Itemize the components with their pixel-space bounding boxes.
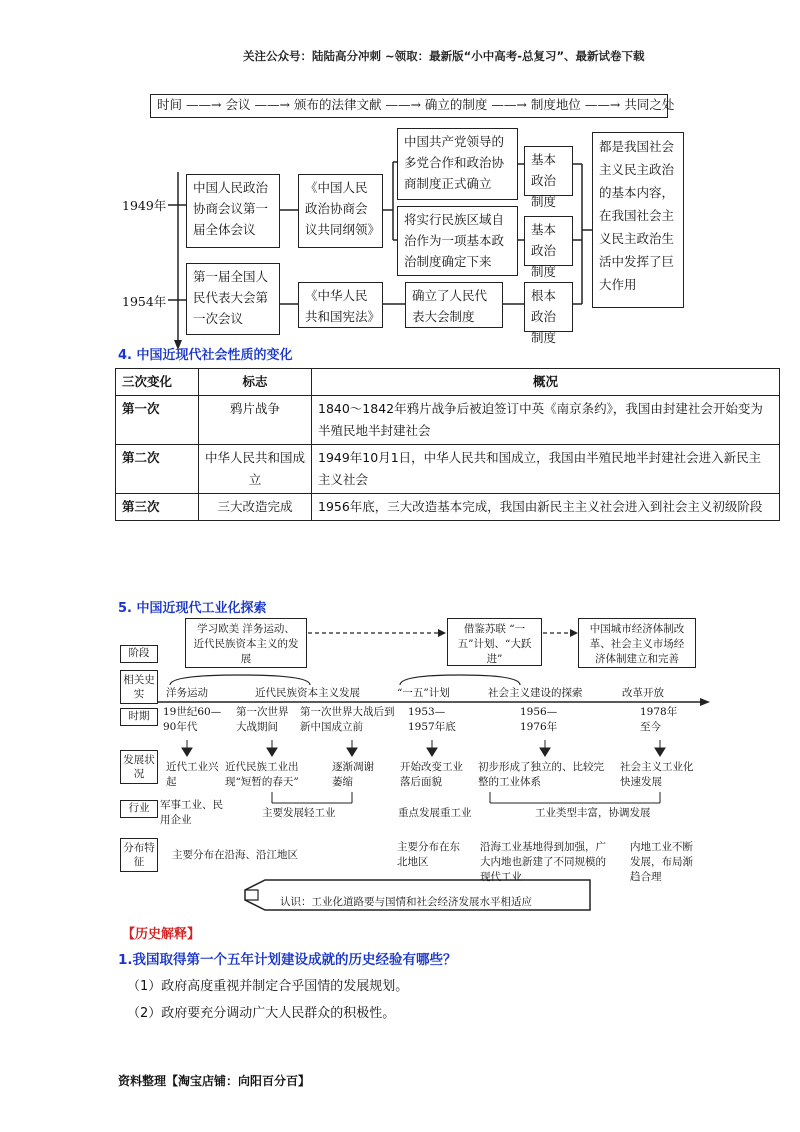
stage-soviet: 借鉴苏联 “一五”计划、“大跃进” (447, 618, 542, 666)
chain-system: 确立的制度 (424, 97, 488, 112)
distribution-northeast: 主要分布在东北地区 (397, 841, 460, 868)
stage-cell: 第三次 (116, 494, 199, 521)
stage-cell: 第二次 (116, 445, 199, 494)
status-basic-2: 基本政治制度 (524, 216, 573, 266)
answer-2: （2）政府要充分调动广大人民群众的积极性。 (127, 1006, 396, 1021)
stage-western: 学习欧美 洋务运动、近代民族资本主义的发展 (185, 618, 307, 668)
status-spring: 近代民族工业出现“短暂的春天” (225, 761, 299, 788)
period-1978: 1978年至今 (640, 706, 678, 733)
arrow-icon: ——→ (254, 97, 290, 112)
row-label-industry: 行业 (120, 800, 158, 818)
period-1953: 1953—1957年底 (408, 706, 456, 733)
meeting-1949: 中国人民政治协商会议第一届全体会议 (186, 174, 280, 248)
detail-cell: 1956年底，三大改造基本完成，我国由新民主主义社会进入到社会主义初级阶段 (312, 494, 780, 521)
chain-time: 时间 (157, 97, 183, 112)
table-header-cell: 三次变化 (116, 369, 199, 396)
mark-cell: 鸦片战争 (199, 396, 312, 445)
arrow-icon: ——→ (491, 97, 527, 112)
society-change-table (115, 368, 780, 521)
status-decline: 逐渐凋谢萎缩 (332, 761, 374, 788)
table-row (116, 494, 780, 521)
industry-light: 主要发展轻工业 (262, 807, 336, 819)
row-label-period: 时期 (120, 708, 158, 726)
status-rapid: 社会主义工业化快速发展 (620, 761, 694, 788)
chain-common: 共同之处 (624, 97, 675, 112)
system-npc: 确立了人民代表大会制度 (405, 282, 503, 328)
status-fundamental: 根本政治制度 (524, 282, 573, 332)
chain-meeting: 会议 (225, 97, 251, 112)
period-ww1: 第一次世界大战期间 (236, 706, 289, 733)
fact-national-capitalism: 近代民族资本主义发展 (255, 687, 360, 699)
row-label-facts: 相关史实 (120, 670, 158, 704)
row-label-status: 发展状况 (120, 750, 158, 784)
detail-cell: 1840～1842年鸦片战争后被迫签订中英《南京条约》，我国由封建社会开始变为半殖民地半封建社会 (312, 396, 780, 445)
mark-cell: 三大改造完成 (199, 494, 312, 521)
fact-five-year-plan: “一五”计划 (397, 687, 450, 699)
stage-cell: 第一次 (116, 396, 199, 445)
table-header-cell: 概况 (312, 369, 780, 396)
table-header-row (116, 369, 780, 396)
section5-title: 5. 中国近现代工业化探索 (118, 601, 267, 616)
chain-law: 颁布的法律文献 (293, 97, 382, 112)
year-1954: 1954年 (122, 294, 167, 309)
fact-socialist-exploration: 社会主义建设的探索 (488, 687, 583, 699)
system-multiparty: 中国共产党领导的多党合作和政治协商制度正式确立 (397, 128, 518, 200)
period-postwar: 第一次世界大战后到新中国成立前 (300, 706, 395, 733)
distribution-coastal: 主要分布在沿海、沿江地区 (172, 849, 298, 861)
fact-westernization: 洋务运动 (166, 687, 208, 699)
chain-status: 制度地位 (530, 97, 581, 112)
period-1860s: 19世纪60—90年代 (163, 706, 222, 733)
industry-military: 军事工业、民用企业 (160, 799, 223, 826)
arrow-icon: ——→ (584, 97, 621, 112)
detail-cell: 1949年10月1日，中华人民共和国成立，我国由半殖民地半封建社会进入新民主主义社会 (312, 445, 780, 494)
status-basic-1: 基本政治制度 (524, 146, 573, 196)
period-1956: 1956—1976年 (520, 706, 558, 733)
status-system: 初步形成了独立的、比较完整的工业体系 (478, 761, 604, 788)
common-ground: 都是我国社会主义民主政治的基本内容，在我国社会主义民主政治生活中发挥了巨大作用 (592, 132, 684, 308)
distribution-rational: 内地工业不断发展，布局渐趋合理 (630, 841, 693, 883)
industry-diverse: 工业类型丰富，协调发展 (535, 807, 651, 819)
system-ethnic-autonomy: 将实行民族区域自治作为一项基本政治制度确定下来 (397, 206, 518, 276)
conclusion: 认识：工业化道路要与国情和社会经济发展水平相适应 (280, 896, 532, 908)
page-header: 关注公众号：陆陆高分冲刺 ~领取：最新版“小中高考-总复习”、最新试卷下载 (243, 49, 645, 63)
answer-1: （1）政府高度重视并制定合乎国情的发展规划。 (127, 979, 409, 994)
fact-reform-opening: 改革开放 (622, 687, 664, 699)
mark-cell: 中华人民共和国成立 (199, 445, 312, 494)
document-1949: 《中国人民政治协商会议共同纲领》 (298, 174, 383, 248)
document-1954: 《中华人民共和国宪法》 (298, 282, 383, 328)
page-footer: 资料整理【淘宝店铺：向阳百分百】 (118, 1074, 311, 1088)
interpretation-label: 【历史解释】 (122, 927, 201, 942)
stage-reform: 中国城市经济体制改革、社会主义市场经济体制建立和完善 (578, 618, 696, 668)
status-rise: 近代工业兴起 (166, 761, 219, 788)
row-label-stage: 阶段 (120, 645, 158, 663)
table-header-cell: 标志 (199, 369, 312, 396)
status-change: 开始改变工业落后面貌 (400, 761, 463, 788)
year-1949: 1949年 (122, 198, 167, 213)
meeting-1954: 第一届全国人民代表大会第一次会议 (186, 263, 280, 335)
industry-heavy: 重点发展重工业 (398, 807, 472, 819)
section4-title: 4. 中国近现代社会性质的变化 (118, 348, 293, 363)
question-1: 1.我国取得第一个五年计划建设成就的历史经验有哪些？ (118, 952, 457, 968)
arrow-icon: ——→ (385, 97, 421, 112)
row-label-distribution: 分布特征 (120, 838, 158, 872)
distribution-inland-new: 沿海工业基地得到加强，广大内地也新建了不同规模的现代工业 (480, 841, 606, 883)
table-row (116, 396, 780, 445)
arrow-icon: ——→ (186, 97, 222, 112)
table-row (116, 445, 780, 494)
